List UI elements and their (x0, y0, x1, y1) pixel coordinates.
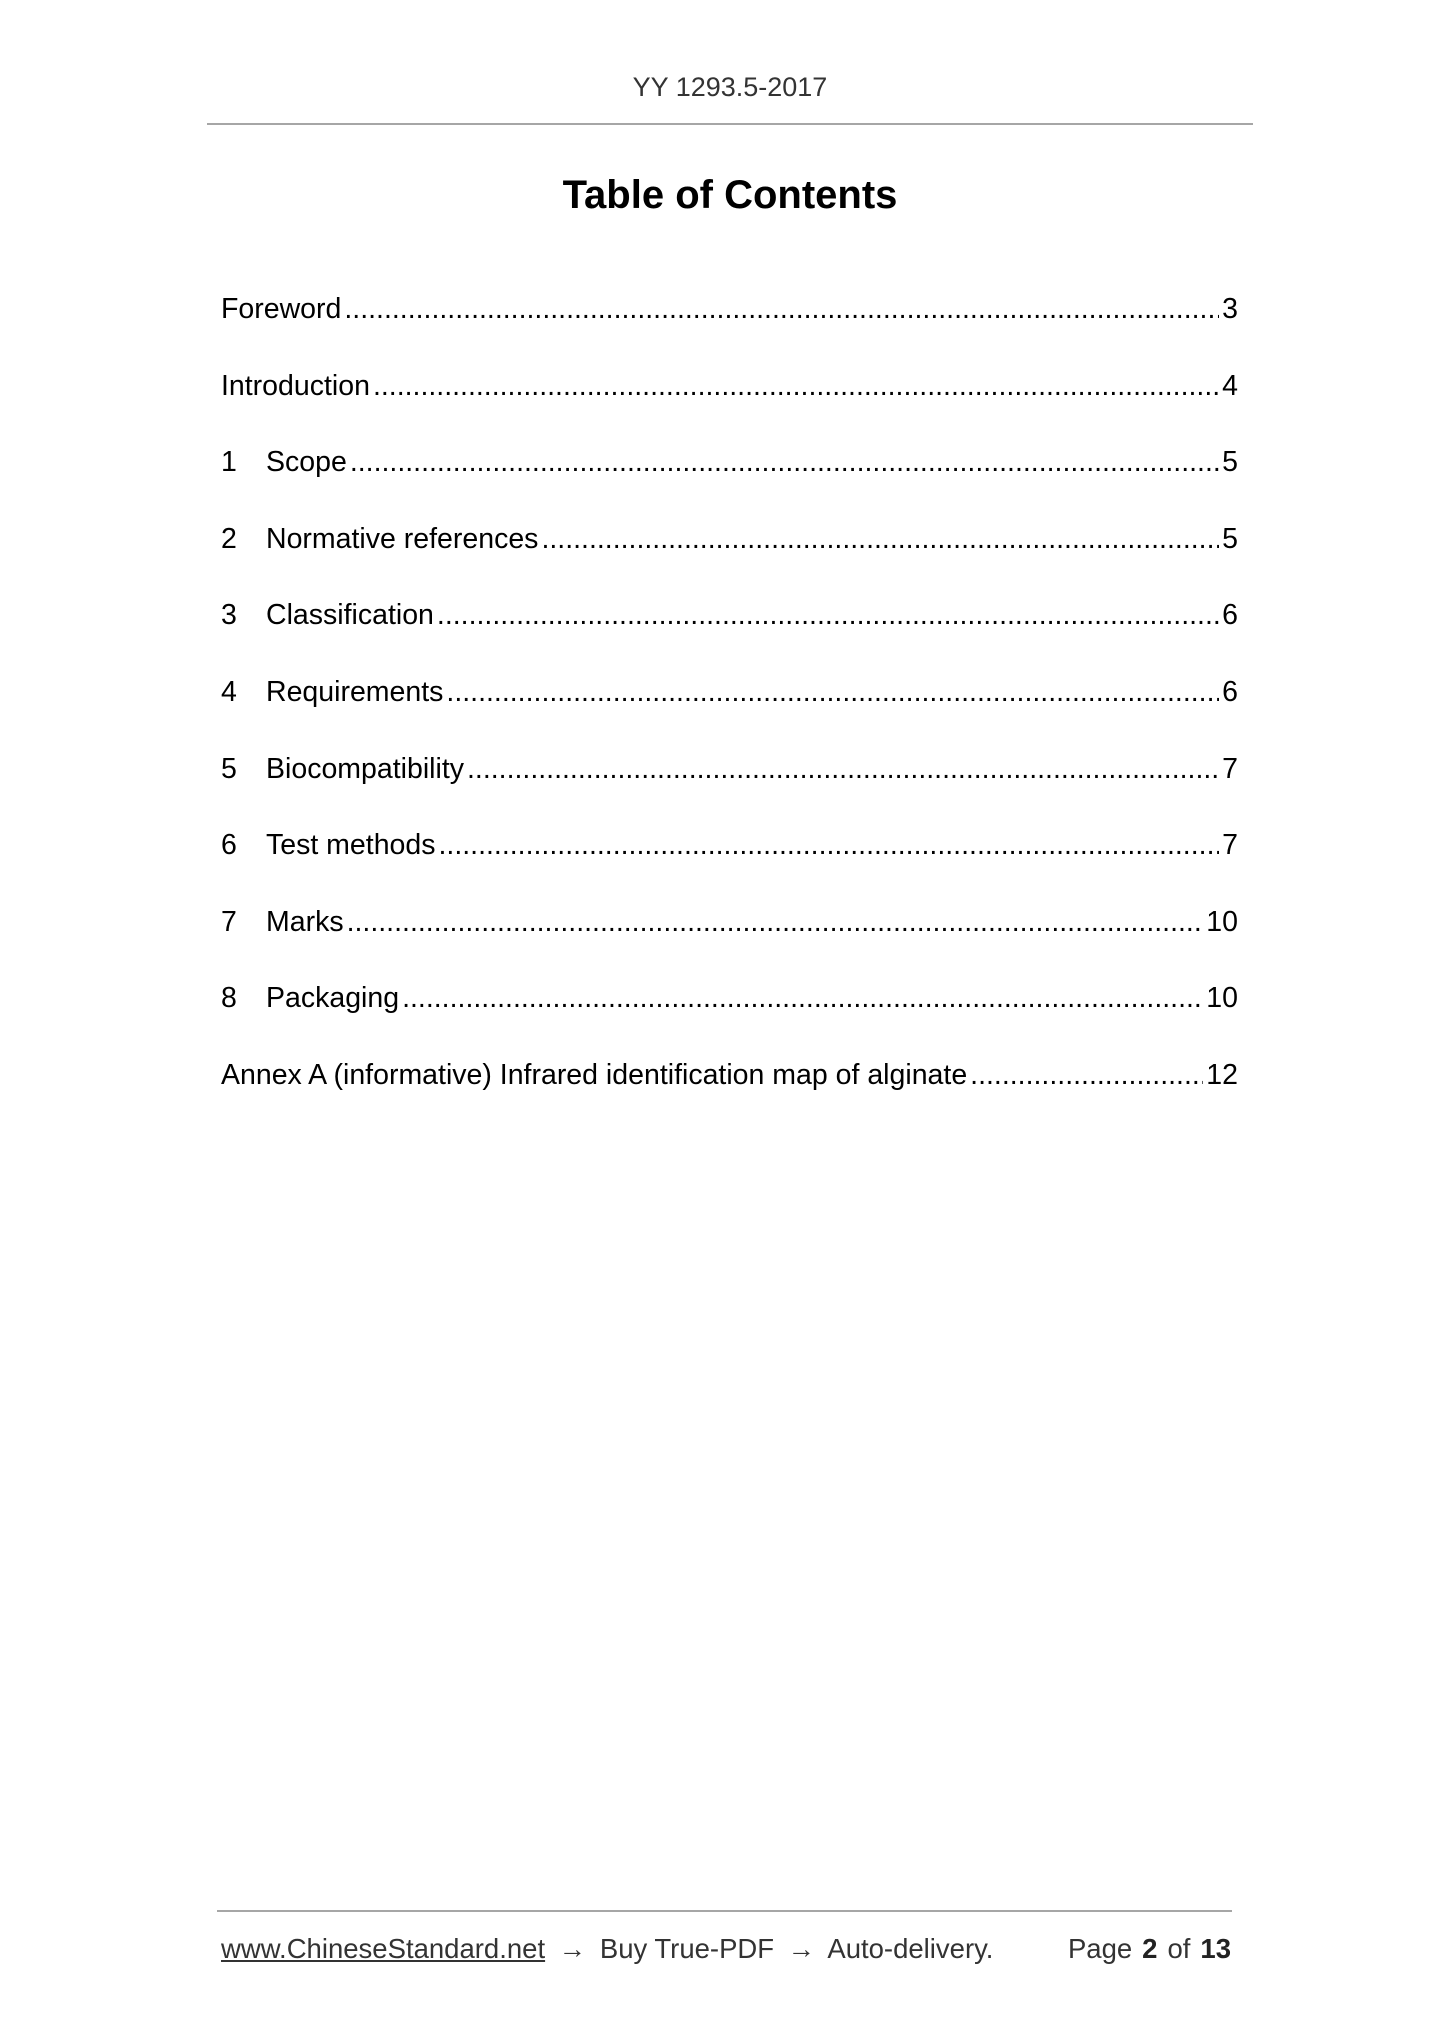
toc-leader-dots (373, 364, 1219, 408)
toc-entry-page: 4 (1222, 369, 1238, 402)
right-arrow-icon: → (558, 1933, 587, 1964)
page-footer (221, 1929, 1231, 1969)
page-word: Page (1067, 1933, 1133, 1964)
footer-step-delivery: Auto-delivery. (827, 1933, 994, 1964)
toc-entry-biocompatibility[interactable] (221, 747, 1238, 824)
toc-leader-dots (541, 517, 1219, 561)
toc-leader-dots (467, 747, 1219, 791)
toc-entry-annex-a[interactable] (221, 1053, 1238, 1130)
toc-entry-label: Test methods (266, 829, 436, 862)
table-of-contents (221, 287, 1238, 1130)
toc-entry-marks[interactable] (221, 900, 1238, 977)
toc-entry-packaging[interactable] (221, 976, 1238, 1053)
toc-entry-label: Biocompatibility (266, 752, 464, 785)
toc-entry-label: Scope (266, 446, 347, 479)
toc-entry-page: 5 (1222, 446, 1238, 479)
toc-entry-page: 7 (1222, 752, 1238, 785)
toc-leader-dots (970, 1053, 1203, 1097)
toc-leader-dots (437, 593, 1219, 637)
toc-entry-label: Classification (266, 599, 434, 632)
toc-entry-number: 2 (221, 522, 237, 555)
toc-entry-page: 6 (1222, 675, 1238, 708)
current-page-number: 2 (1142, 1933, 1158, 1964)
toc-entry-page: 6 (1222, 599, 1238, 632)
toc-entry-normative-references[interactable] (221, 517, 1238, 594)
footer-promo (221, 1929, 993, 1969)
toc-entry-introduction[interactable] (221, 364, 1238, 441)
toc-entry-label: Introduction (221, 369, 370, 402)
toc-leader-dots (402, 976, 1203, 1020)
toc-leader-dots (446, 670, 1219, 714)
toc-leader-dots (350, 440, 1219, 484)
toc-entry-page: 10 (1206, 982, 1238, 1015)
toc-entry-page: 12 (1206, 1058, 1238, 1091)
toc-entry-page: 5 (1222, 522, 1238, 555)
toc-leader-dots (439, 823, 1220, 867)
toc-entry-label: Foreword (221, 293, 342, 325)
footer-divider (217, 1910, 1232, 1912)
toc-entry-requirements[interactable] (221, 670, 1238, 747)
toc-entry-number: 6 (221, 829, 237, 862)
toc-entry-label: Requirements (266, 675, 444, 708)
footer-step-buy: Buy True-PDF (599, 1933, 775, 1964)
toc-entry-foreword[interactable] (221, 287, 1238, 364)
toc-leader-dots (344, 287, 1219, 331)
toc-entry-number: 7 (221, 905, 237, 938)
toc-entry-scope[interactable] (221, 440, 1238, 517)
toc-entry-page: 10 (1206, 905, 1238, 938)
toc-entry-classification[interactable] (221, 593, 1238, 670)
toc-entry-label: Packaging (266, 982, 400, 1015)
website-link[interactable]: www.ChineseStandard.net (221, 1933, 546, 1964)
total-pages-number: 13 (1200, 1933, 1231, 1964)
toc-entry-test-methods[interactable] (221, 823, 1238, 900)
page-indicator (1068, 1929, 1231, 1969)
toc-entry-page: 3 (1222, 293, 1238, 325)
toc-leader-dots (347, 900, 1204, 944)
right-arrow-icon: → (787, 1933, 816, 1964)
header-divider (207, 123, 1253, 125)
of-word: of (1167, 1933, 1191, 1964)
toc-entry-number: 1 (221, 446, 237, 479)
toc-entry-label: Marks (266, 905, 344, 938)
page-title: Table of Contents (562, 173, 898, 217)
toc-entry-number: 5 (221, 752, 237, 785)
running-header: YY 1293.5-2017 (632, 72, 828, 102)
toc-entry-number: 8 (221, 982, 237, 1015)
toc-entry-number: 3 (221, 599, 237, 632)
toc-entry-label: Normative references (266, 522, 539, 555)
toc-entry-number: 4 (221, 675, 237, 708)
toc-entry-label: Annex A (informative) Infrared identification map of alginate (221, 1058, 968, 1091)
toc-entry-page: 7 (1222, 829, 1238, 862)
